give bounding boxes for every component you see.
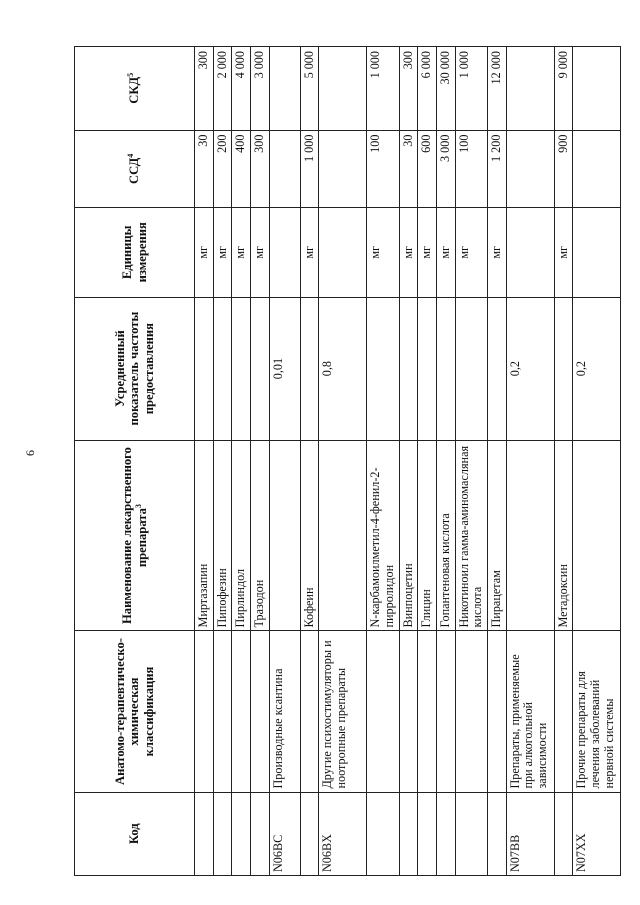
row-code: [436, 792, 455, 875]
row-atc-class: [436, 631, 455, 792]
page-number-text: 9: [23, 449, 38, 456]
row-unit: [319, 208, 367, 297]
row-code: N07BB: [506, 792, 554, 875]
row-code: [418, 792, 437, 875]
row-ssd: 900: [554, 130, 573, 208]
table-row: [367, 47, 399, 876]
row-ssd: 100: [367, 130, 399, 208]
row-frequency: [455, 297, 487, 440]
header-frequency: Усредненный показатель частоты предоставления: [75, 297, 195, 440]
row-ssd: 400: [232, 130, 251, 208]
row-atc-class: [455, 631, 487, 792]
row-atc-class: [300, 631, 319, 792]
table-row: [436, 47, 455, 876]
row-unit: мг: [300, 208, 319, 297]
row-drug-name: N-карбамоилметил-4-фенил-2-пирролидон: [367, 440, 399, 631]
row-frequency: 0,2: [573, 297, 621, 440]
row-skd: 5 000: [300, 47, 319, 131]
row-frequency: [195, 297, 214, 440]
header-drug-name: Наименование лекарственного препарата$^3$: [75, 440, 195, 631]
row-frequency: 0,01: [269, 297, 300, 440]
row-skd: 12 000: [487, 47, 506, 131]
row-code: [367, 792, 399, 875]
row-ssd: [573, 130, 621, 208]
row-atc-class: Производные ксантина: [269, 631, 300, 792]
row-ssd: [269, 130, 300, 208]
row-drug-name: Гопантеновая кислота: [436, 440, 455, 631]
row-skd: 2 000: [213, 47, 232, 131]
table-row: [554, 47, 573, 876]
row-ssd: 100: [455, 130, 487, 208]
row-skd: 1 000: [455, 47, 487, 131]
row-frequency: [300, 297, 319, 440]
row-frequency: [487, 297, 506, 440]
row-frequency: [213, 297, 232, 440]
row-drug-name: Кофеин: [300, 440, 319, 631]
row-unit: мг: [250, 208, 269, 297]
row-ssd: 30: [195, 130, 214, 208]
row-drug-name: Пирлиндол: [232, 440, 251, 631]
row-drug-name: Тразодон: [250, 440, 269, 631]
row-frequency: 0,8: [319, 297, 367, 440]
row-atc-class: [418, 631, 437, 792]
row-drug-name: Винпоцетин: [399, 440, 418, 631]
table-row: [455, 47, 487, 876]
row-ssd: 600: [418, 130, 437, 208]
row-frequency: [436, 297, 455, 440]
table-row: [269, 47, 300, 876]
header-skd: СКД$^5$: [75, 47, 195, 131]
header-atc-class: Анатомо-терапевтическо-химическая классификация: [75, 631, 195, 792]
row-code: N07XX: [573, 792, 621, 875]
row-code: [300, 792, 319, 875]
row-code: [487, 792, 506, 875]
table-row: [300, 47, 319, 876]
row-unit: мг: [418, 208, 437, 297]
table-row: [573, 47, 621, 876]
table-row: [250, 47, 269, 876]
row-ssd: 1 200: [487, 130, 506, 208]
row-skd: 4 000: [232, 47, 251, 131]
header-ssd-note: 4: [126, 153, 136, 158]
header-drug-name-note: 3: [133, 504, 143, 509]
row-code: [213, 792, 232, 875]
row-ssd: 200: [213, 130, 232, 208]
row-drug-name: [506, 440, 554, 631]
table-row: [506, 47, 554, 876]
row-code: N06BC: [269, 792, 300, 875]
table-row: [319, 47, 367, 876]
row-frequency: [418, 297, 437, 440]
row-code: [455, 792, 487, 875]
drug-table: [74, 46, 621, 876]
row-unit: мг: [195, 208, 214, 297]
row-unit: мг: [367, 208, 399, 297]
row-drug-name: Метадоксин: [554, 440, 573, 631]
row-frequency: [232, 297, 251, 440]
row-atc-class: [195, 631, 214, 792]
table-header-row: [75, 47, 195, 876]
row-skd: 6 000: [418, 47, 437, 131]
table-row: [487, 47, 506, 876]
row-atc-class: [213, 631, 232, 792]
row-drug-name: Пипофезин: [213, 440, 232, 631]
row-unit: мг: [455, 208, 487, 297]
row-atc-class: Препараты, применяемые при алкогольной зависимости: [506, 631, 554, 792]
table-row: [213, 47, 232, 876]
row-skd: 1 000: [367, 47, 399, 131]
row-unit: мг: [232, 208, 251, 297]
row-drug-name: [573, 440, 621, 631]
row-ssd: [319, 130, 367, 208]
row-unit: мг: [436, 208, 455, 297]
row-frequency: [554, 297, 573, 440]
row-drug-name: [269, 440, 300, 631]
row-ssd: 3 000: [436, 130, 455, 208]
row-code: [195, 792, 214, 875]
row-skd: [573, 47, 621, 131]
row-frequency: [367, 297, 399, 440]
rotated-table-container: [74, 46, 616, 876]
row-ssd: 1 000: [300, 130, 319, 208]
row-frequency: 0,2: [506, 297, 554, 440]
row-unit: мг: [399, 208, 418, 297]
row-code: [250, 792, 269, 875]
row-unit: мг: [554, 208, 573, 297]
row-skd: 300: [399, 47, 418, 131]
table-row: [418, 47, 437, 876]
row-skd: [269, 47, 300, 131]
table-body: [195, 47, 621, 876]
row-code: [232, 792, 251, 875]
row-code: [554, 792, 573, 875]
row-code: N06BX: [319, 792, 367, 875]
row-atc-class: [250, 631, 269, 792]
page-number: [20, 0, 40, 905]
row-ssd: 30: [399, 130, 418, 208]
row-unit: мг: [487, 208, 506, 297]
row-atc-class: Другие психостимуляторы и ноотропные препараты: [319, 631, 367, 792]
row-skd: [319, 47, 367, 131]
header-ssd: ССД$^4$: [75, 130, 195, 208]
row-ssd: [506, 130, 554, 208]
header-code: Код: [75, 792, 195, 875]
row-skd: 300: [195, 47, 214, 131]
row-skd: [506, 47, 554, 131]
row-atc-class: [554, 631, 573, 792]
row-drug-name: Миртазапин: [195, 440, 214, 631]
row-atc-class: [232, 631, 251, 792]
row-frequency: [250, 297, 269, 440]
row-frequency: [399, 297, 418, 440]
row-drug-name: Никотиноил гамма-аминомасляная кислота: [455, 440, 487, 631]
table-row: [195, 47, 214, 876]
row-atc-class: [399, 631, 418, 792]
row-skd: 9 000: [554, 47, 573, 131]
row-atc-class: Прочие препараты для лечения заболеваний нервной системы: [573, 631, 621, 792]
row-drug-name: [319, 440, 367, 631]
table-row: [399, 47, 418, 876]
row-atc-class: [487, 631, 506, 792]
row-drug-name: Пирацетам: [487, 440, 506, 631]
header-skd-note: 5: [126, 72, 136, 77]
row-ssd: 300: [250, 130, 269, 208]
row-skd: 30 000: [436, 47, 455, 131]
row-drug-name: Глицин: [418, 440, 437, 631]
row-atc-class: [367, 631, 399, 792]
header-unit: Единицы измерения: [75, 208, 195, 297]
row-code: [399, 792, 418, 875]
row-unit: мг: [213, 208, 232, 297]
row-skd: 3 000: [250, 47, 269, 131]
row-unit: [269, 208, 300, 297]
row-unit: [573, 208, 621, 297]
table-row: [232, 47, 251, 876]
row-unit: [506, 208, 554, 297]
